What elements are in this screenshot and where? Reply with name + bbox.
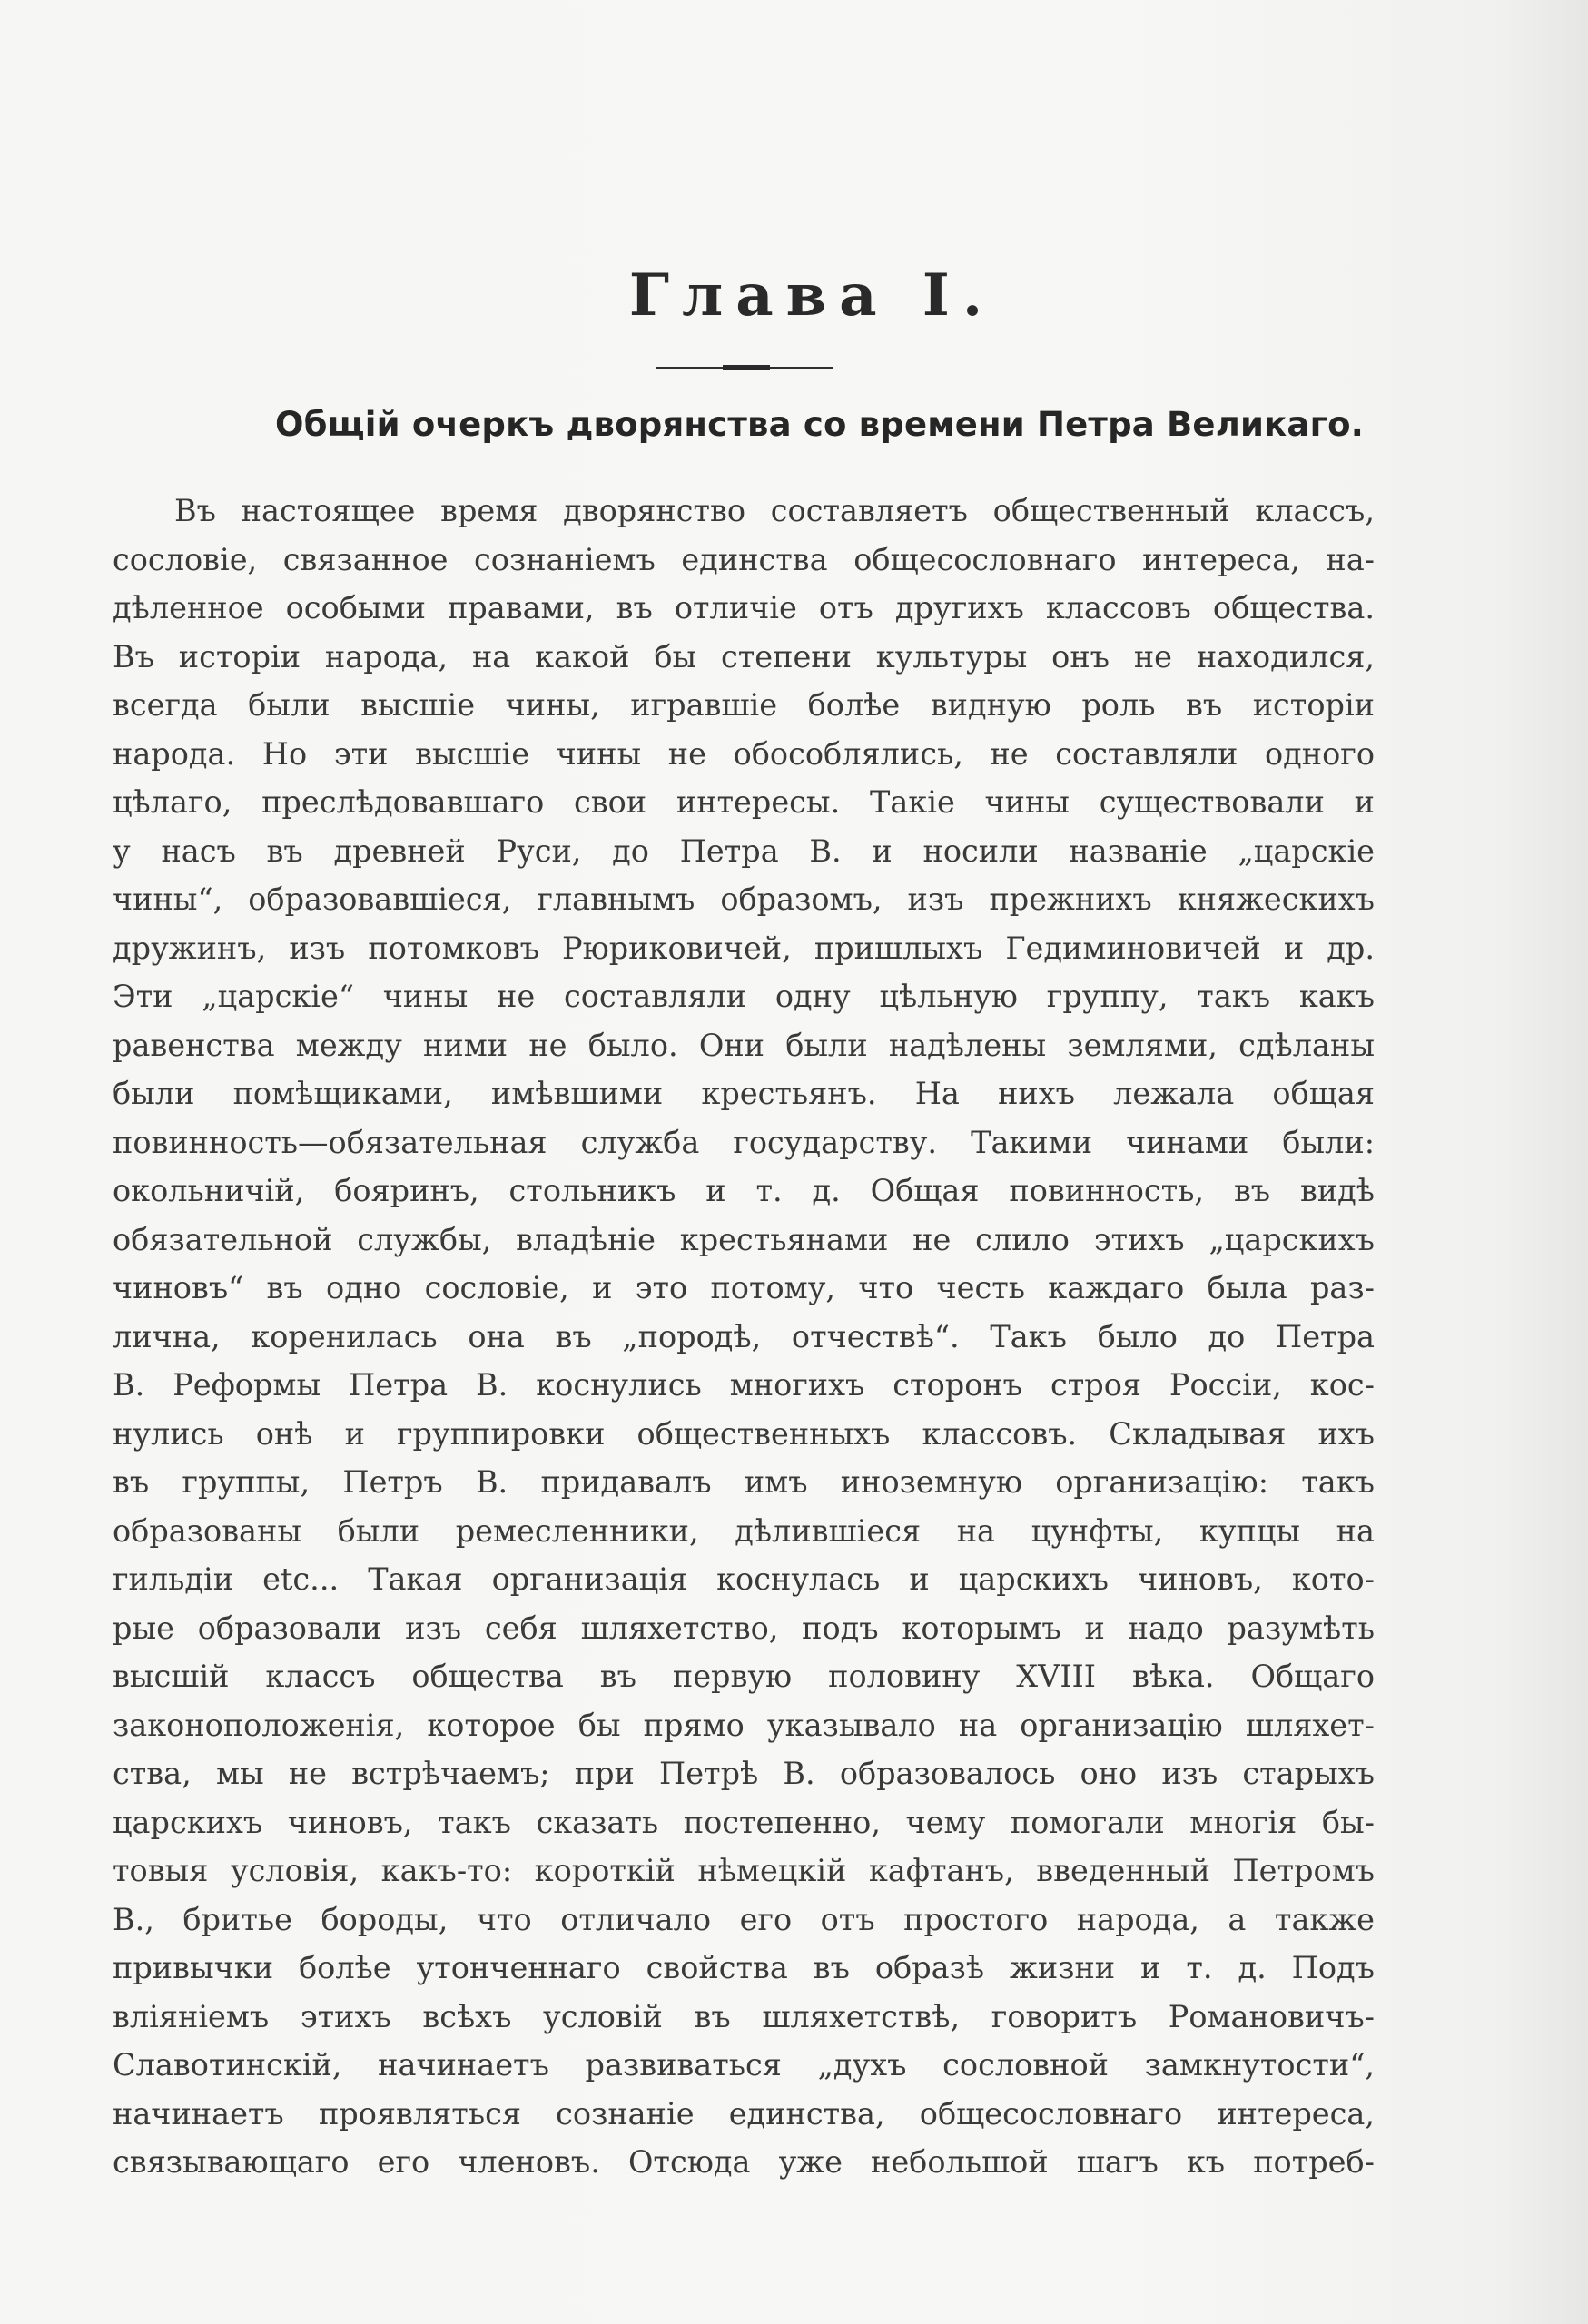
body-line: были помѣщиками, имѣвшими крестьянъ. На нихъ лежала общая [113, 1076, 1375, 1111]
body-line: нулись онѣ и группировки общественныхъ классовъ. Складывая ихъ [113, 1415, 1375, 1452]
body-line: Эти „царскіе“ чины не составляли одну цѣльную группу, такъ какъ [113, 979, 1375, 1014]
body-line: ства, мы не встрѣчаемъ; при Петрѣ В. образовалось оно изъ старыхъ [113, 1756, 1375, 1791]
body-line: связывающаго его членовъ. Отсюда уже небольшой шагъ къ потреб- [113, 2144, 1375, 2180]
body-line: лична, коренилась она въ „породѣ, отчествѣ“. Такъ было до Петра [113, 1318, 1375, 1354]
body-line: гильдіи etc... Такая организація коснулась и царскихъ чиновъ, кото- [113, 1561, 1375, 1597]
body-line: законоположенія, которое бы прямо указывало на организацію шляхет- [113, 1707, 1375, 1743]
body-line: Въ настоящее время дворянство составляетъ общественный классъ, [174, 493, 1375, 528]
body-line: въ группы, Петръ В. придавалъ имъ иноземную организацію: такъ [113, 1464, 1375, 1500]
body-line: народа. Но эти высшіе чины не обособлялись, не составляли одного [113, 735, 1375, 772]
body-line: чиновъ“ въ одно сословіе, и это потому, что честь каждаго была раз- [113, 1270, 1375, 1305]
body-line: равенства между ними не было. Они были надѣлены землями, сдѣланы [113, 1027, 1375, 1063]
body-line: высшій классъ общества въ первую половину XVIII вѣка. Общаго [113, 1659, 1375, 1694]
body-line: Въ исторіи народа, на какой бы степени культуры онъ не находился, [113, 638, 1375, 675]
body-line: чины“, образовавшіеся, главнымъ образомъ, изъ прежнихъ княжескихъ [113, 881, 1375, 917]
body-text [113, 487, 1375, 2187]
body-line: товыя условія, какъ-то: короткій нѣмецкій кафтанъ, введенный Петромъ [113, 1853, 1375, 1888]
body-line: привычки болѣе утонченнаго свойства въ образѣ жизни и т. д. Подъ [113, 1950, 1375, 1985]
body-line: всегда были высшіе чины, игравшіе болѣе видную роль въ исторіи [113, 687, 1375, 723]
body-line: повинность—обязательная служба государству. Такими чинами были: [113, 1124, 1375, 1160]
body-line: начинаетъ проявляться сознаніе единства, общесословнаго интереса, [113, 2095, 1375, 2132]
body-line: образованы были ремесленники, дѣлившіеся на цунфты, купцы на [113, 1512, 1375, 1549]
body-line: сословіе, связанное сознаніемъ единства общесословнаго интереса, на- [113, 541, 1375, 577]
body-line: дружинъ, изъ потомковъ Рюриковичей, пришлыхъ Гедиминовичей и др. [113, 930, 1375, 966]
title-rule-accent [723, 365, 770, 370]
body-line: дѣленное особыми правами, въ отличіе отъ другихъ классовъ общества. [113, 590, 1375, 625]
body-line: вліяніемъ этихъ всѣхъ условій въ шляхетствѣ, говоритъ Романовичъ- [113, 1998, 1375, 2034]
body-line: у насъ въ древней Руси, до Петра В. и носили названіе „царскіе [113, 832, 1375, 869]
body-line: рые образовали изъ себя шляхетство, подъ которымъ и надо разумѣть [113, 1610, 1375, 1646]
body-line: Славотинскій, начинаетъ развиваться „духъ сословной замкнутости“, [113, 2047, 1375, 2083]
chapter-title: Глава I. [628, 261, 996, 330]
section-subtitle: Общій очеркъ дворянства со времени Петра Великаго. [274, 405, 1365, 444]
body-line: цѣлаго, преслѣдовавшаго свои интересы. Такіе чины существовали и [113, 784, 1375, 820]
body-line: В. Реформы Петра В. коснулись многихъ сторонъ строя Россіи, кос- [113, 1367, 1375, 1403]
body-line: царскихъ чиновъ, такъ сказать постепенно, чему помогали многія бы- [113, 1804, 1375, 1840]
body-line: окольничій, бояринъ, стольникъ и т. д. Общая повинность, въ видѣ [113, 1173, 1375, 1208]
body-line: В., бритье бороды, что отличало его отъ простого народа, а также [113, 1901, 1375, 1937]
body-line: обязательной службы, владѣніе крестьянами не слило этихъ „царскихъ [113, 1221, 1375, 1257]
